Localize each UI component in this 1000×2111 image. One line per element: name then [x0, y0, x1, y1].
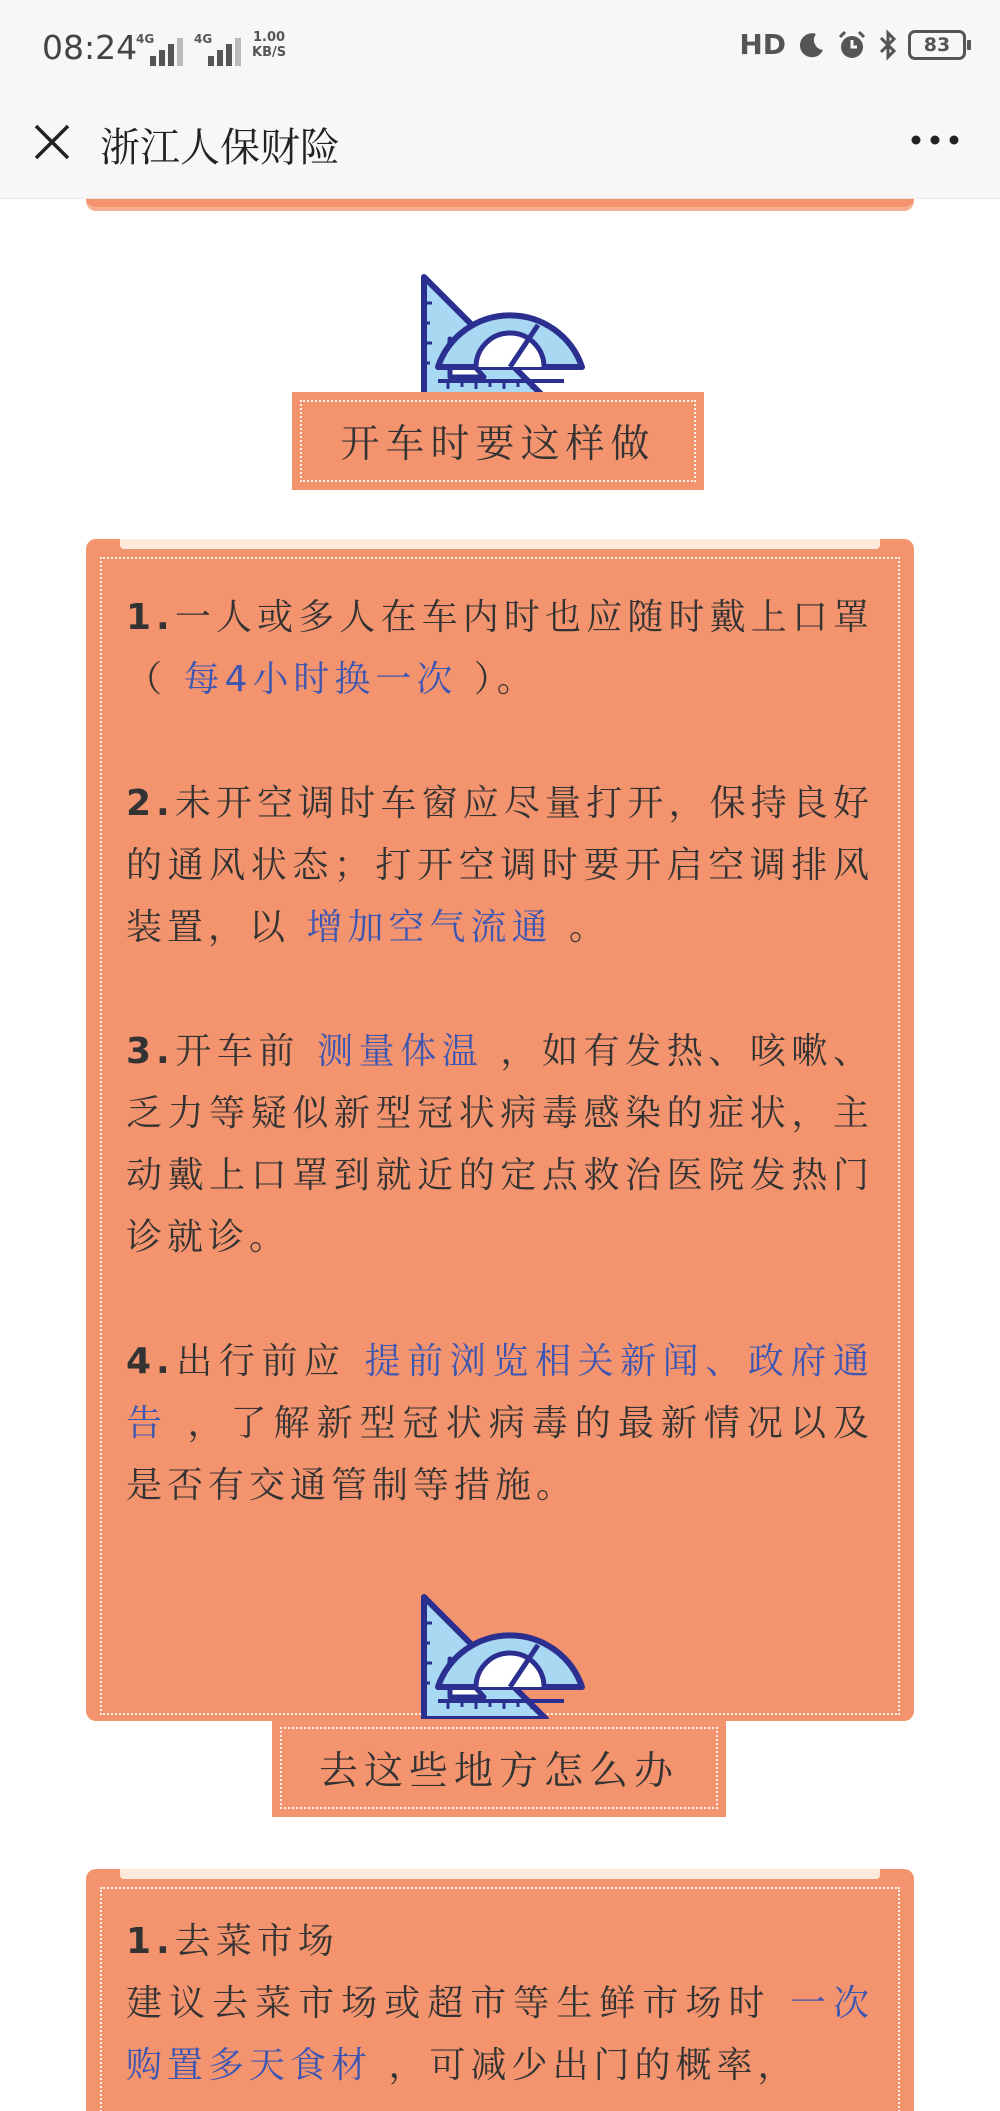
section-label-places: 去这些地方怎么办: [272, 1719, 726, 1817]
status-bar: 08:24 4G 4G 1.00 KB/S HD 83: [0, 0, 1000, 100]
hd-label: HD: [739, 28, 786, 61]
bluetooth-icon: [878, 29, 898, 61]
previous-card-bottom: [86, 199, 914, 207]
tip-item: 2.未开空调时车窗应尽量打开，保持良好的通风状态；打开空调时要开启空调排风装置，以 增加空气流通 。: [126, 783, 874, 948]
section-label-driving: 开车时要这样做: [292, 392, 704, 490]
driving-tips-card: [86, 539, 914, 1721]
places-tips-text: [126, 1911, 874, 2097]
ruler-protractor-icon: [418, 1593, 588, 1723]
places-tips-card: [86, 1869, 914, 2111]
alarm-icon: [836, 29, 868, 61]
tip-item: 建议去菜市场或超市等生鲜市场时 一次购置多天食材 ，可减少出门的概率，: [126, 1983, 874, 2086]
page-title: 浙江人保财险: [100, 125, 340, 171]
ruler-protractor-icon: [418, 273, 588, 403]
close-icon[interactable]: [28, 118, 76, 166]
moon-icon: [796, 30, 826, 60]
driving-tips-text: [126, 587, 874, 1517]
network-speed: 1.00 KB/S: [252, 30, 287, 60]
more-dots-icon[interactable]: [910, 120, 960, 160]
article-content: [0, 199, 1000, 2111]
tip-item: 1.一人或多人在车内时也应随时戴上口罩（ 每4小时换一次 ）。: [126, 597, 874, 700]
tip-item-title: 1.去菜市场: [126, 1921, 339, 1962]
tip-item: 3.开车前 测量体温 ，如有发热、咳嗽、乏力等疑似新型冠状病毒感染的症状，主动戴上口罩到就近的定点救治医院发热门诊就诊。: [126, 1031, 874, 1258]
battery-icon: 83: [908, 30, 966, 60]
nav-bar: [0, 100, 1000, 199]
tip-item: 4.出行前应 提前浏览相关新闻、政府通告 ，了解新型冠状病毒的最新情况以及是否有交通管制等措施。: [126, 1341, 874, 1506]
status-icons: [739, 28, 966, 61]
status-time: 08:24: [42, 28, 138, 67]
